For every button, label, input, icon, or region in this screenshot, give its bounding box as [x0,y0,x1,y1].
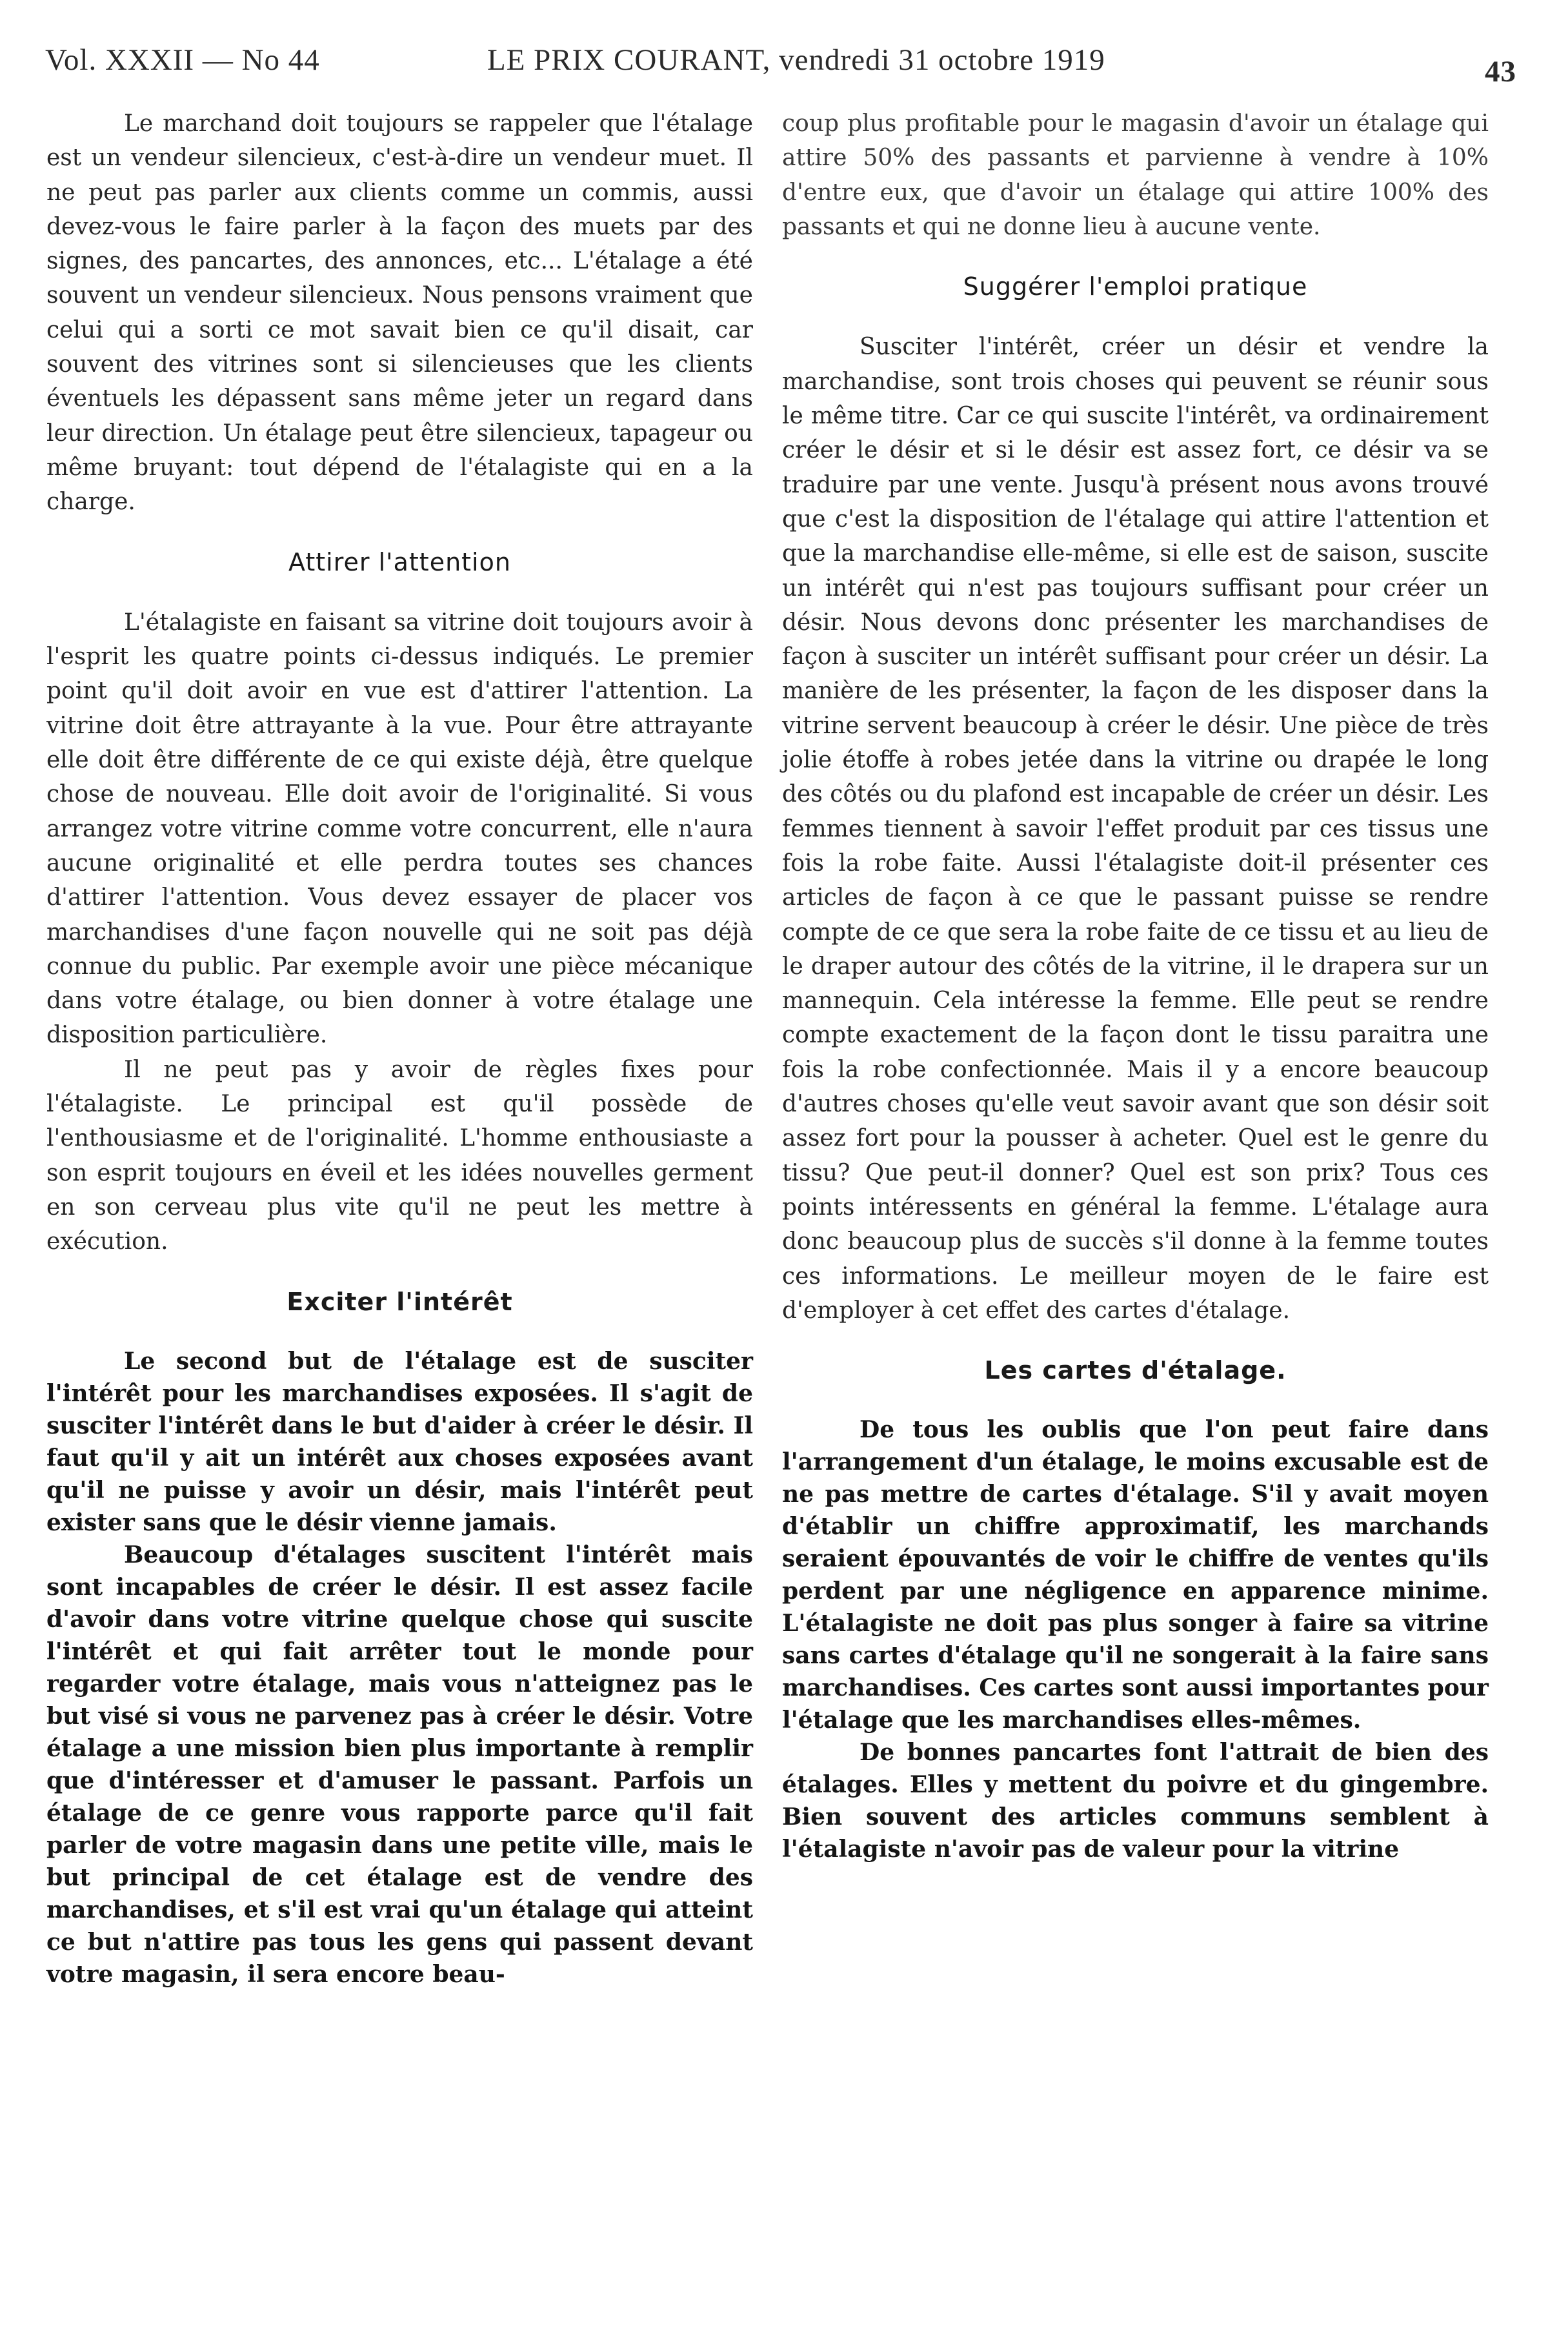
paragraph: L'étalagiste en faisant sa vitrine doit toujours avoir à l'esprit les quatre points ci-dessus indiqués. Le premier point qu'il doit avoir en vue est d'attirer l'attention. La vitrine doit être attrayante à la vue. Pour être attrayante elle doit être différente de ce qui existe déjà, être quelque chose de nouveau. Elle doit avoir de l'originalité. Si vous arrangez votre vitrine comme votre concurrent, elle n'aura aucune originalité et elle perdra toutes ses chances d'attirer l'attention. Vous devez essayer de placer vos marchandises d'une façon nouvelle qui ne soit pas déjà connue du public. Par exemple avoir une pièce mécanique dans votre étalage, ou bien donner à votre étalage une disposition particulière. [46,609,753,1049]
paragraph: Susciter l'intérêt, créer un désir et vendre la marchandise, sont trois choses qui peuvent se réunir sous le même titre. Car ce qui suscite l'intérêt, va ordinairement créer le désir et si le désir est assez fort, ce désir va se traduire par une vente. Jusqu'à présent nous avons trouvé que c'est la disposition de l'étalage qui attire l'attention et que la marchandise elle-même, si elle est de saison, suscite un intérêt qui n'est pas toujours suffisant pour créer un désir. Nous devons donc présenter les marchandises de façon à susciter un intérêt suffisant pour créer un désir. La manière de les présenter, la façon de les disposer dans la vitrine servent beaucoup à créer le désir. Une pièce de très jolie étoffe à robes jetée dans la vitrine ou drapée le long des côtés ou du plafond est incapable de créer un désir. Les femmes tiennent à savoir l'effet produit par ces tissus une fois la robe faite. Aussi l'étalagiste doit-il présenter ces articles de façon à ce que le passant puisse se rendre compte de ce que sera la robe faite de ce tissu et au lieu de le draper autour des côtés de la vitrine, il le drapera sur un mannequin. Cela intéresse la femme. Elle peut se rendre compte exactement de la façon dont le tissu paraitra une fois la robe confectionnée. Mais il y a encore beaucoup d'autres choses qu'elle veut savoir avant que son désir soit assez fort pour la pousser à acheter. Quel est le genre du tissu? Que peut-il donner? Quel est son prix? Tous ces points intéressents en général la femme. L'étalage aura donc beaucoup plus de succès s'il donne à la femme toutes ces informations. Le meilleur moyen de le faire est d'employer à cet effet des cartes d'étalage. [782,334,1489,1324]
paragraph: coup plus profitable pour le magasin d'avoir un étalage qui attire 50% des passants et parvienne à vendre à 10% d'entre eux, que d'avoir un étalage qui attire 100% des passants et qui ne donne lieu à aucune vente. [782,110,1489,240]
page-number: 43 [1485,55,1516,88]
paragraph: Il ne peut pas y avoir de règles fixes pour l'étalagiste. Le principal est qu'il possède de l'enthousiasme et de l'originalité. L'homme enthousiaste a son esprit toujours en éveil et les idées nouvelles germent en son cerveau plus vite qu'il ne peut les mettre à exécution. [46,1056,753,1255]
publication-title-date: LE PRIX COURANT, vendredi 31 octobre 1919 [487,43,1105,77]
paragraph: Le marchand doit toujours se rappeler que l'étalage est un vendeur silencieux, c'est-à-dire un vendeur muet. Il ne peut pas parler aux clients comme un commis, aussi devez-vous le faire parler à la façon des muets par des signes, des pancartes, des annonces, etc... L'étalage a été souvent un vendeur silencieux. Nous pensons vraiment que celui qui a sorti ce mot savait bien ce qu'il disait, car souvent des vitrines sont si silencieuses que les clients éventuels les dépassent sans même jeter un regard dans leur direction. Un étalage peut être silencieux, tapageur ou même bruyant: tout dépend de l'étalagiste qui en a la charge. [46,110,753,516]
section-heading: Attirer l'attention [288,547,511,576]
section-heading: Suggérer l'emploi pratique [963,272,1308,301]
page-header [45,43,1516,88]
paragraph: Beaucoup d'étalages suscitent l'intérêt mais sont incapables de créer le désir. Il est assez facile d'avoir dans votre vitrine quelque chose qui suscite l'intérêt et qui fait arrêter tout le monde pour regarder votre étalage, mais vous n'atteignez pas le but visé si vous ne parvenez pas à créer le désir. Votre étalage a une mission bien plus importante à remplir que d'intéresser et d'amuser le passant. Parfois un étalage de ce genre vous rapporte parce qu'il fait parler de votre magasin dans une petite ville, mais le but principal de cet étalage est de vendre des marchandises, et s'il est vrai qu'un étalage qui atteint ce but n'attire pas tous les gens qui passent devant votre magasin, il sera encore beau- [46,1541,753,1988]
paragraph: De bonnes pancartes font l'attrait de bien des étalages. Elles y mettent du poivre et du gingembre. Bien souvent des articles communs semblent à l'étalagiste n'avoir pas de valeur pour la vitrine [782,1739,1489,1863]
paragraph: De tous les oublis que l'on peut faire dans l'arrangement d'un étalage, le moins excusable est de ne pas mettre de cartes d'étalage. S'il y avait moyen d'établir un chiffre approximatif, les marchands seraient épouvantés de voir le chiffre de ventes qu'ils perdent par une négligence en apparence minime. L'étalagiste ne doit pas plus songer à faire sa vitrine sans cartes d'étalage qu'il ne songerait à la faire sans marchandises. Ces cartes sont aussi importantes pour l'étalage que les marchandises elles-mêmes. [782,1416,1489,1734]
left-column [46,106,753,1991]
section-heading: Les cartes d'étalage. [984,1356,1287,1385]
section-heading: Exciter l'intérêt [286,1287,513,1316]
right-column [782,106,1489,1865]
paragraph: Le second but de l'étalage est de susciter l'intérêt pour les marchandises exposées. Il s'agit de susciter l'intérêt dans le but d'aider à créer le désir. Il faut qu'il y ait un intérêt aux choses exposées avant qu'il ne puisse y avoir un désir, mais l'intérêt peut exister sans que le désir vienne jamais. [46,1347,753,1536]
volume-issue: Vol. XXXII — No 44 [45,43,320,77]
